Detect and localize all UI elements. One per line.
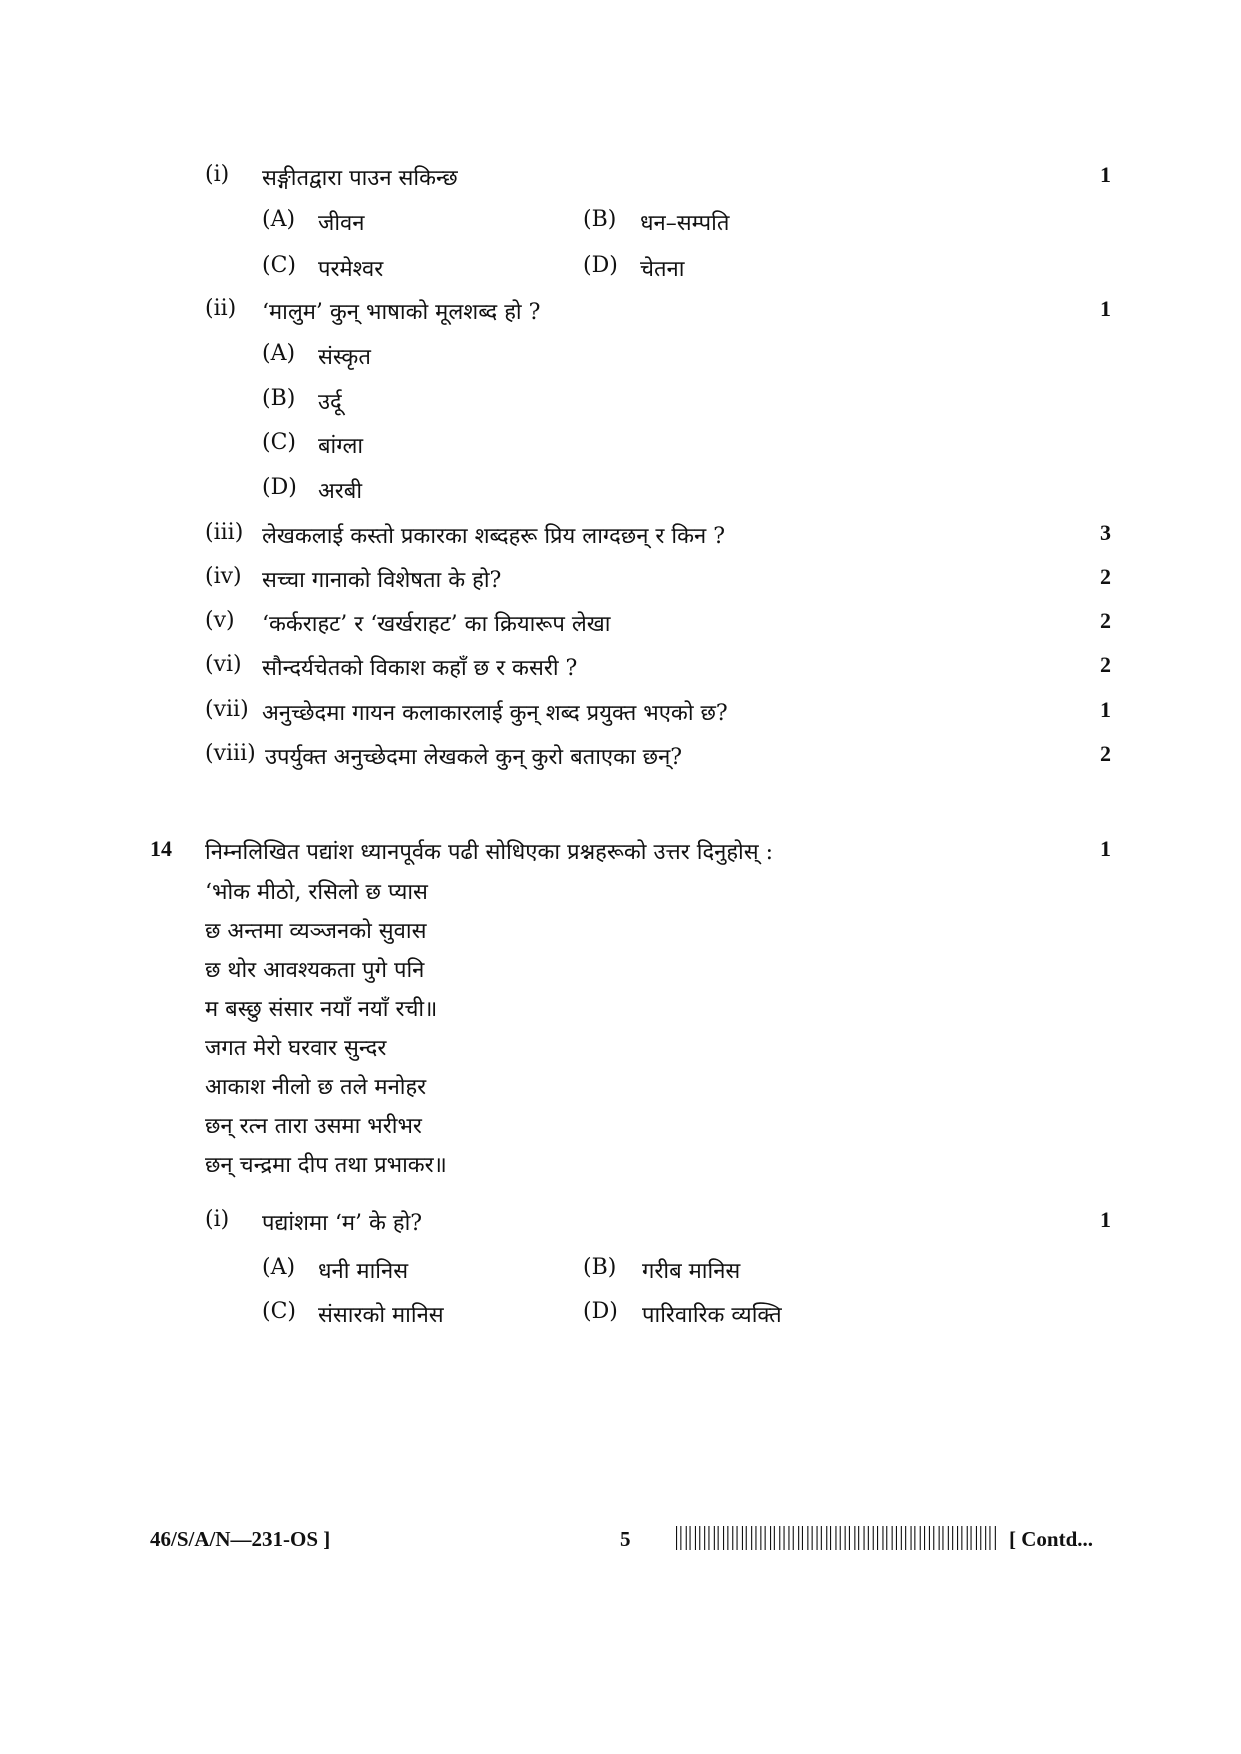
option-label: (A): [262, 207, 296, 232]
paper-code: 46/S/A/N—231-OS ]: [150, 1527, 331, 1551]
marks: 2: [1100, 608, 1111, 633]
question-text: ‘कर्कराहट’ र ‘खर्खराहट’ का क्रियारूप लेखा: [262, 612, 611, 637]
question-text: सौन्दर्यचेतको विकाश कहाँ छ र कसरी ?: [262, 656, 578, 681]
part-number: (vi): [205, 652, 242, 677]
option-text: पारिवारिक व्यक्ति: [642, 1303, 782, 1328]
poem-line: ‘भोक मीठो, रसिलो छ प्यास: [205, 880, 428, 905]
marks: 1: [1100, 1207, 1111, 1232]
marks: 2: [1100, 652, 1111, 677]
option-label: (A): [262, 341, 296, 366]
question-text: अनुच्छेदमा गायन कलाकारलाई कुन् शब्द प्रयुक्त भएको छ?: [262, 701, 728, 726]
continued-label: [ Contd...: [1009, 1527, 1094, 1551]
option-text: धनी मानिस: [318, 1259, 409, 1284]
marks: 2: [1100, 564, 1111, 589]
marks: 2: [1100, 741, 1111, 766]
poem-line: छन् चन्द्रमा दीप तथा प्रभाकर॥: [205, 1153, 447, 1178]
option-text: परमेश्वर: [318, 257, 384, 282]
part-number: (iv): [205, 564, 242, 589]
poem-line: म बस्छु संसार नयाँ नयाँ रची॥: [205, 997, 438, 1022]
option-text: उर्दू: [318, 390, 342, 415]
question-text: पद्यांशमा ‘म’ के हो?: [262, 1211, 423, 1236]
option-label: (D): [262, 475, 297, 500]
question-number: 14: [150, 836, 172, 861]
option-text: बांग्ला: [318, 434, 364, 459]
option-label: (D): [583, 253, 618, 278]
marks: 1: [1100, 836, 1111, 861]
poem-line: जगत मेरो घरवार सुन्दर: [205, 1036, 387, 1061]
option-text: संस्कृत: [318, 345, 371, 370]
page-number: 5: [620, 1527, 631, 1551]
part-number: (iii): [205, 520, 244, 545]
poem-line: छ थोर आवश्यकता पुगे पनि: [205, 958, 425, 983]
option-label: (C): [262, 430, 296, 455]
question-text: सच्चा गानाको विशेषता के हो?: [262, 568, 502, 593]
question-instruction: निम्नलिखित पद्यांश ध्यानपूर्वक पढी सोधिएका प्रश्नहरूको उत्तर दिनुहोस् :: [205, 840, 773, 865]
marks: 1: [1100, 162, 1111, 187]
poem-line: आकाश नीलो छ तले मनोहर: [205, 1075, 427, 1100]
option-label: (B): [262, 386, 296, 411]
question-text: लेखकलाई कस्तो प्रकारका शब्दहरू प्रिय लाग्दछन् र किन ?: [262, 524, 725, 549]
option-text: जीवन: [318, 211, 365, 236]
part-number: (i): [205, 162, 230, 187]
option-label: (A): [262, 1255, 296, 1280]
option-text: धन–सम्पति: [640, 211, 730, 236]
option-label: (B): [583, 1255, 617, 1280]
option-label: (B): [583, 207, 617, 232]
barcode-icon: [676, 1526, 996, 1550]
question-text: ‘मालुम’ कुन् भाषाको मूलशब्द हो ?: [262, 300, 541, 325]
poem-line: छन् रत्न तारा उसमा भरीभर: [205, 1114, 422, 1139]
option-text: अरबी: [318, 479, 363, 504]
part-number: (v): [205, 608, 235, 633]
marks: 1: [1100, 697, 1111, 722]
part-number: (vii): [205, 697, 249, 722]
part-number: (viii): [205, 741, 256, 766]
part-number: (ii): [205, 296, 237, 321]
poem-line: छ अन्तमा व्यञ्जनको सुवास: [205, 919, 427, 944]
question-text: सङ्गीतद्वारा पाउन सकिन्छ: [262, 166, 458, 191]
marks: 3: [1100, 520, 1111, 545]
option-text: संसारको मानिस: [318, 1303, 444, 1328]
option-text: चेतना: [640, 257, 685, 282]
option-label: (C): [262, 1299, 296, 1324]
question-text: उपर्युक्त अनुच्छेदमा लेखकले कुन् कुरो बताएका छन्?: [265, 745, 683, 770]
marks: 1: [1100, 296, 1111, 321]
option-label: (D): [583, 1299, 618, 1324]
option-text: गरीब मानिस: [642, 1259, 741, 1284]
option-label: (C): [262, 253, 296, 278]
part-number: (i): [205, 1207, 230, 1232]
